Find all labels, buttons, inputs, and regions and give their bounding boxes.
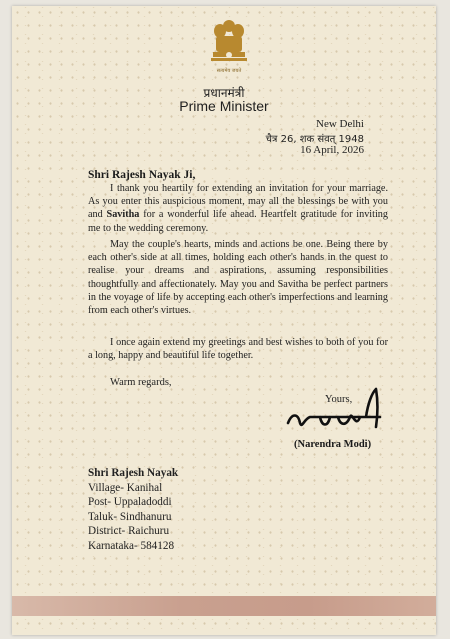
- dateline-date-hindi: चैत्र 26, शक संवत् 1948: [265, 134, 364, 145]
- decorative-bottom-band: [12, 596, 436, 616]
- signature-icon: [280, 383, 392, 438]
- paragraph-1-text-a: I thank you heartily for extending an invitation for your marriage. As you enter this auspicious moment, may all the blessings be with you and: [88, 183, 388, 221]
- address-line: Taluk- Sindhanuru: [88, 510, 172, 523]
- recipient-name: Shri Rajesh Nayak: [88, 467, 179, 479]
- sign-off: Yours,: [325, 394, 353, 405]
- recipient-address: [88, 466, 178, 553]
- paragraph-1-bold-name: Savitha: [106, 209, 140, 221]
- office-title: Prime Minister: [179, 98, 269, 114]
- address-line: Village- Kanihal: [88, 481, 163, 494]
- letter-sheet: [12, 6, 436, 635]
- closing: Warm regards,: [110, 377, 172, 388]
- paragraph-1: [88, 182, 388, 235]
- signatory-name: (Narendra Modi): [294, 439, 372, 450]
- national-emblem-icon: [208, 18, 250, 80]
- paragraph-2: May the couple's hearts, minds and actions be one. Being there by each other's side at all times, holding each other's hands in the quest to realise your dreams and aspirations, assuming responsibilities thoughtfully and affectionately. May you and Savitha be perfect partners in the voyage of life by accepting each other's imperfections and learning from each other's virtues.: [88, 239, 388, 317]
- emblem-motto: सत्यमेव जयते: [216, 68, 242, 74]
- paragraph-3: I once again extend my greetings and best wishes to both of you for a long, happy and beautiful life together.: [88, 337, 388, 362]
- paragraph-1-text-b: for a wonderful life ahead. Heartfelt gratitude for inviting me to the wedding ceremony.: [88, 209, 388, 234]
- dateline-date: 16 April, 2026: [300, 144, 364, 156]
- address-line: Karnataka- 584128: [88, 539, 175, 552]
- address-line: District- Raichuru: [88, 525, 170, 537]
- dateline-place: New Delhi: [316, 118, 364, 130]
- office-title-hindi: प्रधानमंत्री: [203, 86, 245, 100]
- address-line: Post- Uppaladoddi: [88, 496, 172, 508]
- salutation: Shri Rajesh Nayak Ji,: [88, 169, 196, 181]
